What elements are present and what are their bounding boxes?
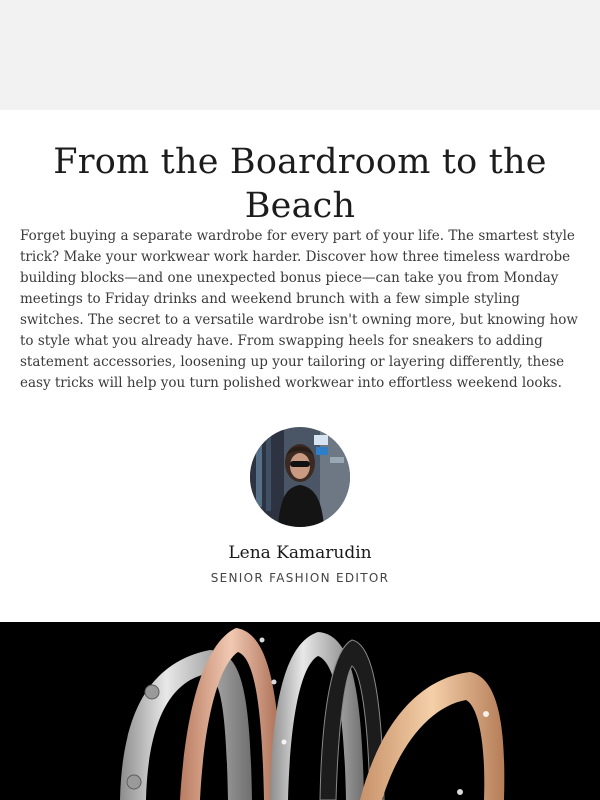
article-title: From the Boardroom to the Beach: [53, 142, 547, 226]
jewelry-hero-image: [0, 622, 600, 800]
author-avatar: [250, 427, 350, 527]
author-name: Lena Kamarudin: [228, 543, 372, 563]
author-role: SENIOR FASHION EDITOR: [210, 571, 390, 585]
article-intro-text: Forget buying a separate wardrobe for every part of your life. The smartest style trick? Make your workwear work harder. Discover how three timeless wardrobe building blocks—and one unexpected bonus piece—can take you from Monday meetings to Friday drinks and weekend brunch with a few simple styling switches. The secret to a versatile wardrobe isn't owning more, but knowing how to style what you already have. From swapping heels for sneakers to adding statement accessories, loosening up your tailoring or layering differently, these easy tricks will help you turn polished workwear into effortless weekend looks.: [20, 228, 578, 391]
header-banner-placeholder: [0, 0, 600, 110]
